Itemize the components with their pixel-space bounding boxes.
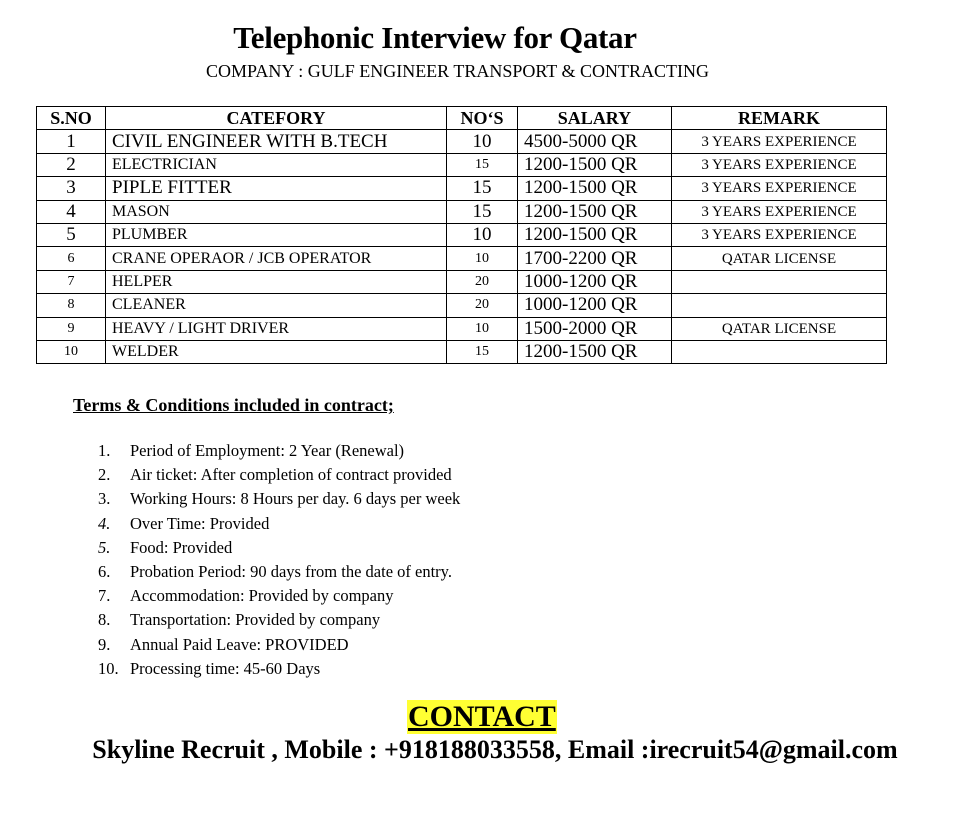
cell-sno: 10 bbox=[37, 340, 106, 363]
cell-sno: 4 bbox=[37, 200, 106, 223]
list-item-text: Accommodation: Provided by company bbox=[130, 586, 394, 606]
company-subtitle: COMPANY : GULF ENGINEER TRANSPORT & CONTRACTING bbox=[206, 61, 709, 81]
cell-sno: 7 bbox=[37, 270, 106, 293]
table-row bbox=[37, 247, 887, 270]
cell-salary: 1000-1200 QR bbox=[518, 294, 672, 317]
cell-remark: 3 YEARS EXPERIENCE bbox=[672, 153, 887, 176]
job-vacancy-table bbox=[36, 106, 887, 364]
cell-remark bbox=[672, 270, 887, 293]
cell-remark: 3 YEARS EXPERIENCE bbox=[672, 130, 887, 153]
cell-sno: 6 bbox=[37, 247, 106, 270]
cell-nos: 15 bbox=[447, 340, 518, 363]
list-item bbox=[98, 464, 460, 488]
page-title: Telephonic Interview for Qatar bbox=[233, 20, 637, 55]
list-item-text: Over Time: Provided bbox=[130, 513, 270, 533]
cell-nos: 15 bbox=[447, 153, 518, 176]
cell-salary: 1200-1500 QR bbox=[518, 340, 672, 363]
cell-category: HEAVY / LIGHT DRIVER bbox=[106, 317, 447, 340]
cell-nos: 20 bbox=[447, 270, 518, 293]
cell-salary: 1000-1200 QR bbox=[518, 270, 672, 293]
header-nos: NO‘S bbox=[447, 107, 518, 130]
list-item-text: Air ticket: After completion of contract provided bbox=[130, 465, 452, 485]
cell-salary: 1200-1500 QR bbox=[518, 177, 672, 200]
table-row bbox=[37, 153, 887, 176]
cell-category: CIVIL ENGINEER WITH B.TECH bbox=[106, 130, 447, 153]
cell-salary: 4500-5000 QR bbox=[518, 130, 672, 153]
header-remark: REMARK bbox=[672, 107, 887, 130]
cell-nos: 15 bbox=[447, 177, 518, 200]
cell-remark: 3 YEARS EXPERIENCE bbox=[672, 223, 887, 246]
header-category: CATEFORY bbox=[106, 107, 447, 130]
cell-nos: 10 bbox=[447, 247, 518, 270]
table-row bbox=[37, 270, 887, 293]
cell-sno: 3 bbox=[37, 177, 106, 200]
list-item bbox=[98, 488, 460, 512]
cell-salary: 1200-1500 QR bbox=[518, 153, 672, 176]
table-row bbox=[37, 177, 887, 200]
table-row bbox=[37, 223, 887, 246]
list-item-number: 9. bbox=[98, 634, 111, 654]
cell-remark bbox=[672, 340, 887, 363]
list-item bbox=[98, 513, 460, 537]
list-item bbox=[98, 585, 460, 609]
list-item-text: Processing time: 45-60 Days bbox=[130, 658, 321, 678]
table-row bbox=[37, 294, 887, 317]
list-item bbox=[98, 609, 460, 633]
cell-salary: 1200-1500 QR bbox=[518, 223, 672, 246]
list-item-number: 8. bbox=[98, 610, 111, 630]
cell-sno: 5 bbox=[37, 223, 106, 246]
cell-category: PLUMBER bbox=[106, 223, 447, 246]
list-item-number: 6. bbox=[98, 561, 111, 581]
contact-details: Skyline Recruit , Mobile : +918188033558, Email :irecruit54@gmail.com bbox=[92, 735, 898, 764]
cell-remark: QATAR LICENSE bbox=[672, 247, 887, 270]
cell-remark: 3 YEARS EXPERIENCE bbox=[672, 200, 887, 223]
cell-category: PIPLE FITTER bbox=[106, 177, 447, 200]
cell-category: CRANE OPERAOR / JCB OPERATOR bbox=[106, 247, 447, 270]
table-row bbox=[37, 340, 887, 363]
list-item-number: 7. bbox=[98, 586, 111, 606]
table-row bbox=[37, 200, 887, 223]
list-item-text: Period of Employment: 2 Year (Renewal) bbox=[130, 441, 405, 460]
list-item-text: Working Hours: 8 Hours per day. 6 days per week bbox=[130, 489, 461, 509]
cell-remark bbox=[672, 294, 887, 317]
header-sno: S.NO bbox=[37, 107, 106, 130]
list-item-number: 5. bbox=[98, 537, 111, 557]
cell-nos: 10 bbox=[447, 130, 518, 153]
cell-nos: 20 bbox=[447, 294, 518, 317]
terms-list bbox=[98, 440, 460, 682]
cell-sno: 9 bbox=[37, 317, 106, 340]
cell-nos: 10 bbox=[447, 317, 518, 340]
list-item-number: 10. bbox=[98, 658, 119, 678]
cell-category: WELDER bbox=[106, 340, 447, 363]
list-item bbox=[98, 658, 460, 682]
list-item-text: Annual Paid Leave: PROVIDED bbox=[130, 634, 349, 654]
cell-nos: 15 bbox=[447, 200, 518, 223]
cell-salary: 1500-2000 QR bbox=[518, 317, 672, 340]
cell-remark: 3 YEARS EXPERIENCE bbox=[672, 177, 887, 200]
cell-category: HELPER bbox=[106, 270, 447, 293]
cell-category: ELECTRICIAN bbox=[106, 153, 447, 176]
list-item bbox=[98, 634, 460, 658]
contact-label: CONTACT bbox=[408, 700, 556, 733]
cell-sno: 2 bbox=[37, 153, 106, 176]
terms-heading: Terms & Conditions included in contract; bbox=[73, 395, 394, 415]
list-item-text: Probation Period: 90 days from the date of entry. bbox=[130, 561, 452, 581]
cell-sno: 1 bbox=[37, 130, 106, 153]
list-item bbox=[98, 440, 460, 464]
cell-category: MASON bbox=[106, 200, 447, 223]
list-item bbox=[98, 561, 460, 585]
list-item-text: Transportation: Provided by company bbox=[130, 610, 381, 630]
list-item-text: Food: Provided bbox=[130, 537, 233, 557]
table-header-row bbox=[37, 107, 887, 130]
cell-remark: QATAR LICENSE bbox=[672, 317, 887, 340]
table-row bbox=[37, 317, 887, 340]
list-item bbox=[98, 537, 460, 561]
table-row bbox=[37, 130, 887, 153]
cell-sno: 8 bbox=[37, 294, 106, 317]
cell-salary: 1200-1500 QR bbox=[518, 200, 672, 223]
cell-salary: 1700-2200 QR bbox=[518, 247, 672, 270]
cell-nos: 10 bbox=[447, 223, 518, 246]
list-item-number: 1. bbox=[98, 441, 111, 460]
list-item-number: 2. bbox=[98, 465, 111, 485]
list-item-number: 4. bbox=[98, 513, 111, 533]
list-item-number: 3. bbox=[98, 489, 111, 509]
header-salary: SALARY bbox=[518, 107, 672, 130]
cell-category: CLEANER bbox=[106, 294, 447, 317]
